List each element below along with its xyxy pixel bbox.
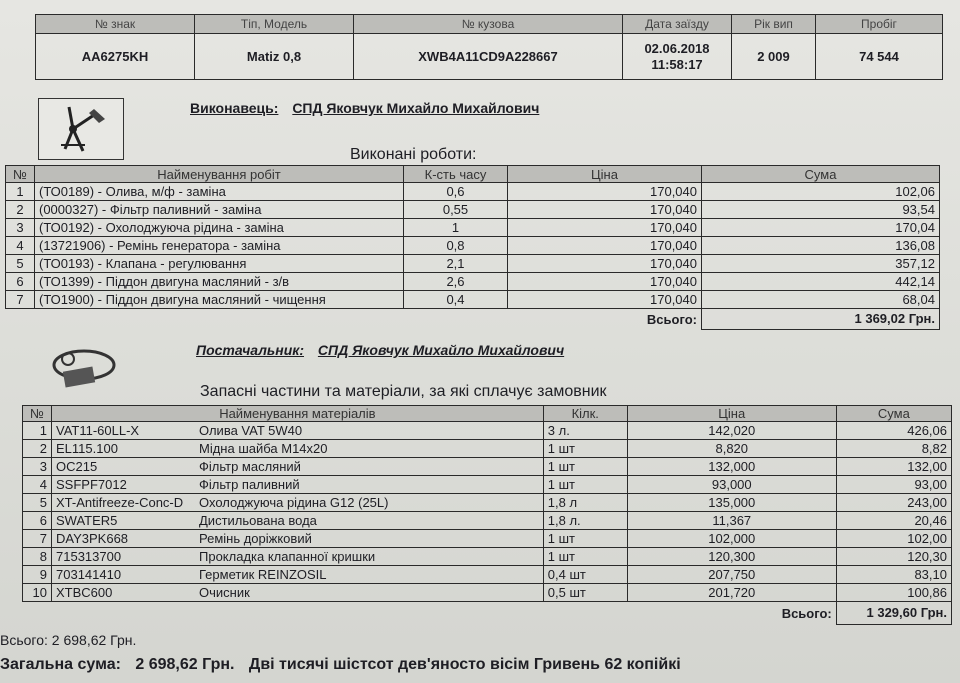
table-row bbox=[6, 201, 940, 219]
work-price: 170,040 bbox=[508, 255, 702, 273]
supplier-name: СПД Яковчук Михайло Михайлович bbox=[317, 342, 565, 358]
work-price: 170,040 bbox=[508, 201, 702, 219]
parts-title: Запасні частини та матеріали, за які сплачує замовник bbox=[200, 383, 607, 400]
part-code: 715313700 bbox=[52, 548, 196, 566]
parts-total-label: Всього: bbox=[781, 605, 832, 621]
table-row bbox=[23, 530, 952, 548]
part-code: EL115.100 bbox=[52, 440, 196, 458]
part-name: Олива VAT 5W40 bbox=[195, 422, 543, 440]
works-total-label: Всього: bbox=[646, 311, 697, 327]
part-name: Фільтр паливний bbox=[195, 476, 543, 494]
part-code: SSFPF7012 bbox=[52, 476, 196, 494]
works-total-value: 1 369,02 Грн. bbox=[702, 309, 940, 330]
work-n: 4 bbox=[6, 237, 35, 255]
part-n: 5 bbox=[23, 494, 52, 512]
grand-total-line bbox=[0, 656, 681, 674]
vin-value: XWB4A11CD9A228667 bbox=[354, 34, 623, 80]
part-qty: 1 шт bbox=[543, 458, 627, 476]
work-qty: 0,4 bbox=[404, 291, 508, 309]
date-text: 02.06.2018 bbox=[644, 40, 710, 56]
table-row bbox=[6, 219, 940, 237]
plate-value: AA6275KH bbox=[36, 34, 195, 80]
part-name: Очисник bbox=[195, 584, 543, 602]
part-name: Мідна шайба М14х20 bbox=[195, 440, 543, 458]
part-sum: 8,82 bbox=[836, 440, 951, 458]
work-sum: 93,54 bbox=[702, 201, 940, 219]
part-n: 7 bbox=[23, 530, 52, 548]
table-row bbox=[23, 494, 952, 512]
part-n: 6 bbox=[23, 512, 52, 530]
table-row bbox=[23, 458, 952, 476]
part-n: 2 bbox=[23, 440, 52, 458]
works-table bbox=[5, 165, 940, 330]
part-n: 3 bbox=[23, 458, 52, 476]
part-code: SWATER5 bbox=[52, 512, 196, 530]
parts-col-n: № bbox=[23, 406, 52, 422]
part-price: 135,000 bbox=[627, 494, 836, 512]
part-n: 10 bbox=[23, 584, 52, 602]
year-value: 2 009 bbox=[732, 34, 816, 80]
work-qty: 2,1 bbox=[404, 255, 508, 273]
part-sum: 20,46 bbox=[836, 512, 951, 530]
part-qty: 3 л. bbox=[543, 422, 627, 440]
table-row bbox=[6, 237, 940, 255]
part-qty: 1 шт bbox=[543, 476, 627, 494]
table-row bbox=[6, 255, 940, 273]
table-row bbox=[23, 440, 952, 458]
tools-logo-icon bbox=[38, 98, 124, 160]
work-qty: 0,8 bbox=[404, 237, 508, 255]
work-qty: 1 bbox=[404, 219, 508, 237]
works-col-qty: К-сть часу bbox=[404, 166, 508, 183]
work-sum: 442,14 bbox=[702, 273, 940, 291]
model-value: Matiz 0,8 bbox=[195, 34, 354, 80]
part-sum: 120,30 bbox=[836, 548, 951, 566]
work-name: (13721906) - Ремінь генератора - заміна bbox=[35, 237, 404, 255]
part-code: 703141410 bbox=[52, 566, 196, 584]
work-n: 6 bbox=[6, 273, 35, 291]
part-sum: 93,00 bbox=[836, 476, 951, 494]
work-sum: 102,06 bbox=[702, 183, 940, 201]
part-name: Фільтр масляний bbox=[195, 458, 543, 476]
part-price: 120,300 bbox=[627, 548, 836, 566]
part-n: 1 bbox=[23, 422, 52, 440]
col-vin: № кузова bbox=[354, 15, 623, 34]
table-row bbox=[6, 273, 940, 291]
supplier-line bbox=[196, 342, 564, 358]
work-sum: 68,04 bbox=[702, 291, 940, 309]
part-qty: 1,8 л bbox=[543, 494, 627, 512]
work-name: (ТО1399) - Піддон двигуна масляний - з/в bbox=[35, 273, 404, 291]
part-sum: 83,10 bbox=[836, 566, 951, 584]
parts-col-price: Ціна bbox=[627, 406, 836, 422]
vehicle-header-table bbox=[35, 14, 943, 80]
part-qty: 1 шт bbox=[543, 440, 627, 458]
part-sum: 102,00 bbox=[836, 530, 951, 548]
executor-label: Виконавець: bbox=[190, 100, 279, 116]
part-n: 8 bbox=[23, 548, 52, 566]
parts-col-qty: Кілк. bbox=[543, 406, 627, 422]
work-price: 170,040 bbox=[508, 219, 702, 237]
part-price: 102,000 bbox=[627, 530, 836, 548]
table-row bbox=[23, 422, 952, 440]
part-code: XTBC600 bbox=[52, 584, 196, 602]
grand-total-value: 2 698,62 Грн. bbox=[135, 656, 235, 673]
works-col-sum: Сума bbox=[702, 166, 940, 183]
part-code: OC215 bbox=[52, 458, 196, 476]
work-price: 170,040 bbox=[508, 183, 702, 201]
col-date: Дата заїзду bbox=[623, 15, 732, 34]
work-price: 170,040 bbox=[508, 237, 702, 255]
table-row bbox=[6, 291, 940, 309]
part-price: 207,750 bbox=[627, 566, 836, 584]
part-name: Дистильована вода bbox=[195, 512, 543, 530]
work-n: 5 bbox=[6, 255, 35, 273]
part-price: 8,820 bbox=[627, 440, 836, 458]
work-name: (ТО0189) - Олива, м/ф - заміна bbox=[35, 183, 404, 201]
col-model: Тіп, Модель bbox=[195, 15, 354, 34]
works-col-price: Ціна bbox=[508, 166, 702, 183]
part-qty: 0,4 шт bbox=[543, 566, 627, 584]
part-qty: 1 шт bbox=[543, 548, 627, 566]
work-n: 7 bbox=[6, 291, 35, 309]
work-name: (ТО0193) - Клапана - регулювання bbox=[35, 255, 404, 273]
part-price: 132,000 bbox=[627, 458, 836, 476]
table-row bbox=[6, 183, 940, 201]
part-n: 9 bbox=[23, 566, 52, 584]
part-sum: 100,86 bbox=[836, 584, 951, 602]
parts-table bbox=[22, 405, 952, 625]
table-row bbox=[23, 548, 952, 566]
part-name: Герметик REINZOSIL bbox=[195, 566, 543, 584]
work-qty: 0,6 bbox=[404, 183, 508, 201]
executor-name: СПД Яковчук Михайло Михайлович bbox=[292, 100, 540, 116]
part-qty: 1 шт bbox=[543, 530, 627, 548]
grand-total-words: Дві тисячі шістсот дев'яносто вісім Гривень 62 копійкі bbox=[248, 656, 681, 673]
part-qty: 0,5 шт bbox=[543, 584, 627, 602]
parts-total-value: 1 329,60 Грн. bbox=[836, 602, 951, 625]
parts-col-name: Найменування матеріалів bbox=[52, 406, 544, 422]
work-price: 170,040 bbox=[508, 273, 702, 291]
part-price: 93,000 bbox=[627, 476, 836, 494]
part-sum: 132,00 bbox=[836, 458, 951, 476]
table-row bbox=[23, 476, 952, 494]
work-name: (0000327) - Фільтр паливний - заміна bbox=[35, 201, 404, 219]
table-row bbox=[23, 512, 952, 530]
part-n: 4 bbox=[23, 476, 52, 494]
table-row bbox=[23, 566, 952, 584]
work-qty: 0,55 bbox=[404, 201, 508, 219]
part-code: VAT11-60LL-X bbox=[52, 422, 196, 440]
time-text: 11:58:17 bbox=[651, 56, 703, 72]
work-sum: 170,04 bbox=[702, 219, 940, 237]
date-value bbox=[623, 34, 732, 80]
supplier-label: Постачальник: bbox=[196, 342, 305, 358]
table-row bbox=[23, 584, 952, 602]
part-code: DAY3PK668 bbox=[52, 530, 196, 548]
parts-logo-icon bbox=[46, 339, 122, 397]
work-qty: 2,6 bbox=[404, 273, 508, 291]
parts-col-sum: Сума bbox=[836, 406, 951, 422]
part-name: Прокладка клапанної кришки bbox=[195, 548, 543, 566]
works-col-name: Найменування робіт bbox=[35, 166, 404, 183]
part-name: Ремінь доріжковий bbox=[195, 530, 543, 548]
work-sum: 136,08 bbox=[702, 237, 940, 255]
mileage-value: 74 544 bbox=[816, 34, 943, 80]
works-col-n: № bbox=[6, 166, 35, 183]
part-code: XT-Antifreeze-Conc-D bbox=[52, 494, 196, 512]
part-name: Охолоджуюча рідина G12 (25L) bbox=[195, 494, 543, 512]
part-price: 201,720 bbox=[627, 584, 836, 602]
subtotal-line: Всього: 2 698,62 Грн. bbox=[0, 632, 137, 648]
work-n: 1 bbox=[6, 183, 35, 201]
executor-line bbox=[190, 100, 539, 116]
part-price: 11,367 bbox=[627, 512, 836, 530]
col-mileage: Пробіг bbox=[816, 15, 943, 34]
work-n: 2 bbox=[6, 201, 35, 219]
col-year: Рік вип bbox=[732, 15, 816, 34]
part-qty: 1,8 л. bbox=[543, 512, 627, 530]
col-plate: № знак bbox=[36, 15, 195, 34]
work-price: 170,040 bbox=[508, 291, 702, 309]
part-price: 142,020 bbox=[627, 422, 836, 440]
part-sum: 426,06 bbox=[836, 422, 951, 440]
work-sum: 357,12 bbox=[702, 255, 940, 273]
works-title: Виконані роботи: bbox=[350, 146, 477, 163]
grand-total-label: Загальна сума: bbox=[0, 656, 121, 673]
part-sum: 243,00 bbox=[836, 494, 951, 512]
work-name: (ТО0192) - Охолоджуюча рідина - заміна bbox=[35, 219, 404, 237]
work-n: 3 bbox=[6, 219, 35, 237]
work-name: (ТО1900) - Піддон двигуна масляний - чищення bbox=[35, 291, 404, 309]
